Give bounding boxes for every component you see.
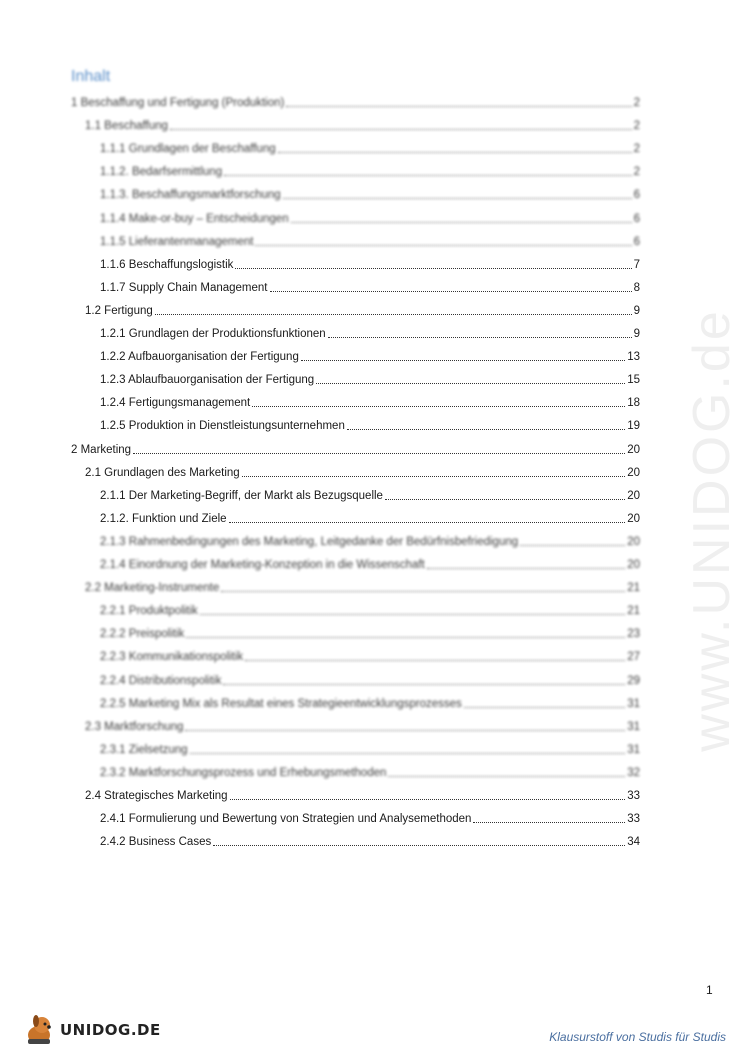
toc-entry-page: 2 xyxy=(633,120,640,133)
toc-entry[interactable] xyxy=(85,716,640,734)
toc-dot-leader xyxy=(252,405,625,407)
toc-heading: Inhalt xyxy=(71,68,111,85)
toc-entry[interactable] xyxy=(100,762,640,780)
toc-dot-leader xyxy=(388,775,625,777)
toc-entry-page: 9 xyxy=(633,304,640,317)
toc-dot-leader xyxy=(155,313,632,315)
toc-entry-page: 21 xyxy=(627,582,640,595)
toc-dot-leader xyxy=(170,128,632,130)
toc-entry-title: 2.2 Marketing-Instrumente xyxy=(85,582,220,595)
toc-entry-page: 31 xyxy=(627,743,640,756)
toc-entry[interactable] xyxy=(85,785,640,803)
toc-dot-leader xyxy=(235,267,631,269)
toc-entry[interactable] xyxy=(100,184,640,202)
toc-dot-leader xyxy=(185,729,625,731)
toc-dot-leader xyxy=(286,105,631,107)
page-number: 1 xyxy=(706,983,713,997)
toc-entry-title: 1.2.2 Aufbauorganisation der Fertigung xyxy=(100,351,299,364)
toc-entry-title: 2.2.4 Distributionspolitik xyxy=(100,674,222,687)
toc-entry[interactable] xyxy=(100,693,640,711)
toc-dot-leader xyxy=(270,290,632,292)
toc-entry-page: 31 xyxy=(627,697,640,710)
toc-entry-page: 29 xyxy=(627,674,640,687)
toc-dot-leader xyxy=(190,752,626,754)
toc-dot-leader xyxy=(213,844,625,846)
toc-entry-title: 2.1.3 Rahmenbedingungen des Marketing, Leitgedanke der Bedürfnisbefriedigung xyxy=(100,535,519,548)
toc-entry-page: 21 xyxy=(627,605,640,618)
toc-entry[interactable] xyxy=(100,392,640,410)
toc-entry[interactable] xyxy=(85,300,640,318)
footer-slogan: Klausurstoff von Studis für Studis xyxy=(549,1030,726,1044)
toc-dot-leader xyxy=(283,197,632,199)
toc-entry-title: 2.2.2 Preispolitik xyxy=(100,628,185,641)
toc-entry[interactable] xyxy=(71,92,640,110)
toc-entry-title: 1.2 Fertigung xyxy=(85,304,153,317)
toc-entry-page: 15 xyxy=(627,374,640,387)
toc-entry[interactable] xyxy=(100,831,640,849)
dog-mascot-icon xyxy=(22,1013,56,1047)
toc-dot-leader xyxy=(328,336,632,338)
toc-entry-title: 1.1 Beschaffung xyxy=(85,120,168,133)
toc-entry-title: 2.4.1 Formulierung und Bewertung von Strategien und Analysemethoden xyxy=(100,813,472,826)
toc-entry-page: 32 xyxy=(627,766,640,779)
toc-dot-leader xyxy=(245,659,625,661)
toc-dot-leader xyxy=(316,382,625,384)
toc-entry-page: 20 xyxy=(627,559,640,571)
toc-entry-page: 23 xyxy=(627,628,640,641)
toc-entry-title: 2.1.2. Funktion und Ziele xyxy=(100,512,227,525)
toc-entry-title: 1.1.4 Make-or-buy – Entscheidungen xyxy=(100,212,289,225)
toc-entry-page: 9 xyxy=(633,328,640,340)
toc-dot-leader xyxy=(223,683,625,685)
toc-dot-leader xyxy=(255,244,631,246)
toc-entry-page: 20 xyxy=(627,512,640,525)
toc-entry[interactable] xyxy=(100,646,640,664)
toc-entry[interactable] xyxy=(100,739,640,757)
toc-entry-page: 19 xyxy=(627,420,640,433)
toc-dot-leader xyxy=(278,151,632,153)
toc-dot-leader xyxy=(230,798,626,800)
toc-entry[interactable] xyxy=(85,115,640,133)
toc-entry[interactable] xyxy=(100,161,640,179)
toc-entry-title: 2 Marketing xyxy=(71,443,132,456)
toc-entry-title: 1.2.4 Fertigungsmanagement xyxy=(100,397,251,410)
toc-entry[interactable] xyxy=(100,346,640,364)
toc-dot-leader xyxy=(224,174,632,176)
toc-entry-title: 1.1.6 Beschaffungslogistik xyxy=(100,258,234,271)
toc-entry[interactable] xyxy=(100,138,640,156)
toc-entry-page: 33 xyxy=(627,813,640,826)
toc-entry[interactable] xyxy=(100,808,640,826)
toc-entry[interactable] xyxy=(100,369,640,387)
toc-entry-page: 2 xyxy=(633,97,640,109)
toc-entry-title: 2.4 Strategisches Marketing xyxy=(85,790,228,802)
watermark: www.UNIDOG.de xyxy=(683,308,741,752)
toc-entry-title: 1.1.3. Beschaffungsmarktforschung xyxy=(100,189,281,202)
toc-entry-page: 31 xyxy=(627,720,640,733)
toc-entry-page: 18 xyxy=(627,397,640,410)
toc-entry[interactable] xyxy=(100,231,640,249)
toc-entry[interactable] xyxy=(100,277,640,295)
toc-entry-title: 2.3.1 Zielsetzung xyxy=(100,743,188,756)
toc-entry-title: 2.2.1 Produktpolitik xyxy=(100,605,198,618)
toc-entry-title: 2.2.3 Kommunikationspolitik xyxy=(100,651,244,664)
toc-entry-title: 1.2.1 Grundlagen der Produktionsfunktionen xyxy=(100,328,326,340)
toc-entry[interactable] xyxy=(100,323,640,341)
toc-entry-page: 6 xyxy=(633,189,640,202)
toc-entry-title: 2.2.5 Marketing Mix als Resultat eines Strategieentwicklungsprozesses xyxy=(100,697,462,710)
toc-entry-title: 1.1.1 Grundlagen der Beschaffung xyxy=(100,143,276,156)
toc-entry[interactable] xyxy=(100,254,640,272)
toc-entry-page: 20 xyxy=(627,466,640,479)
toc-entry-title: 2.4.2 Business Cases xyxy=(100,836,212,849)
toc-entry[interactable] xyxy=(100,670,640,688)
toc-entry-page: 6 xyxy=(633,235,640,248)
toc-entry-page: 34 xyxy=(627,836,640,849)
logo-text: UNIDOG.DE xyxy=(60,1021,161,1039)
toc-entry-title: 2.1.1 Der Marketing-Begriff, der Markt als Bezugsquelle xyxy=(100,489,383,502)
toc-entry-title: 1 Beschaffung und Fertigung (Produktion) xyxy=(71,97,285,109)
toc-entry-title: 1.2.3 Ablaufbauorganisation der Fertigung xyxy=(100,374,315,387)
toc-entry-page: 20 xyxy=(627,535,640,548)
toc-entry-page: 2 xyxy=(633,143,640,156)
toc-entry-title: 1.1.2. Bedarfsermittlung xyxy=(100,166,223,179)
unidog-logo xyxy=(22,1012,162,1048)
toc-entry-page: 7 xyxy=(633,258,640,271)
toc-entry-title: 2.1.4 Einordnung der Marketing-Konzeption in die Wissenschaft xyxy=(100,559,425,571)
toc-entry-title: 2.1 Grundlagen des Marketing xyxy=(85,466,240,479)
toc-dot-leader xyxy=(301,359,625,361)
toc-entry-page: 6 xyxy=(633,212,640,225)
toc-entry-page: 20 xyxy=(627,443,640,456)
toc-entry-page: 20 xyxy=(627,489,640,502)
toc-entry-page: 13 xyxy=(627,351,640,364)
toc-entry-page: 33 xyxy=(627,790,640,802)
toc-entry-page: 27 xyxy=(627,651,640,664)
toc-entry-title: 2.3 Marktforschung xyxy=(85,720,184,733)
toc-dot-leader xyxy=(186,636,625,638)
toc-entry[interactable] xyxy=(100,208,640,226)
toc-entry-title: 1.1.5 Lieferantenmanagement xyxy=(100,235,254,248)
toc-entry-page: 8 xyxy=(633,281,640,294)
toc-dot-leader xyxy=(291,221,632,223)
toc-entry-title: 2.3.2 Marktforschungsprozess und Erhebungsmethoden xyxy=(100,766,387,779)
toc-entry-title: 1.1.7 Supply Chain Management xyxy=(100,281,268,294)
toc-entry-page: 2 xyxy=(633,166,640,179)
toc-dot-leader xyxy=(464,706,625,708)
toc-dot-leader xyxy=(473,821,625,823)
toc-entry-title: 1.2.5 Produktion in Dienstleistungsunternehmen xyxy=(100,420,345,433)
